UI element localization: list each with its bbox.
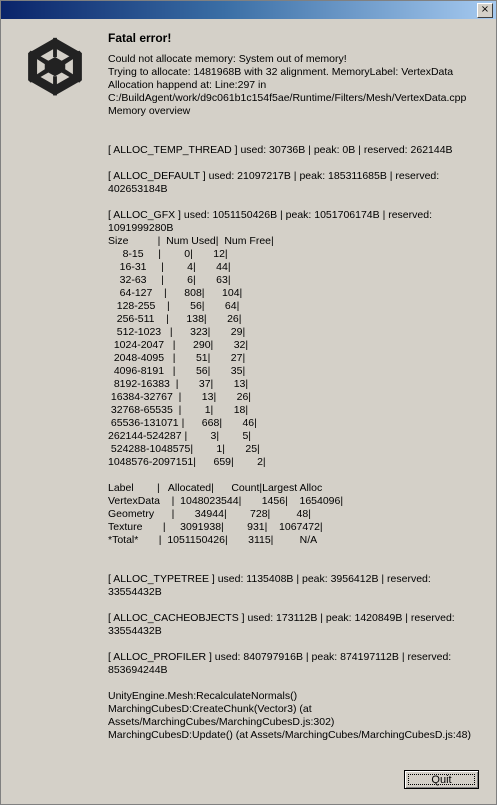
- close-button[interactable]: [477, 3, 493, 18]
- error-message: Could not allocate memory: System out of memory! Trying to allocate: 1481968B with 32 alignment. MemoryLabel: VertexData Allocation happend at: Line:297 in C:/BuildAgent/work/d9c061b1c154f5ae/Runtime/Filters/Mesh/VertexData.cpp Memory overview [ ALLOC_TEMP_THREAD ] used: 30736B | peak: 0B | reserved: 262144B [ ALLOC_DEFAULT ] used: 21097217B | peak: 185311685B | reserved: 402653184B [ ALLOC_GFX ] used: 1051150426B | peak: 1051706174B | reserved: 1091999280B Size | Num Used| Num Free| 8-15 | 0| 12| 16-31 | 4| 44| 32-63 | 6| 63| 64-127 | 808| 104| 128-255 | 56| 64| 256-511 | 138| 26| 512-1023 | 323| 29| 1024-2047 | 290| 32| 2048-4095 | 51| 27| 4096-8191 | 56| 35| 8192-16383 | 37| 13| 16384-32767 | 13| 26| 32768-65535 | 1| 18| 65536-131071 | 668| 46| 262144-524287 | 3| 5| 524288-1048575| 1| 25| 1048576-2097151| 659| 2| Label | Allocated| Count|Largest Alloc VertexData | 1048023544| 1456| 1654096| Geometry | 34944| 728| 48| Texture | 3091938| 931| 1067472| *Total* | 1051150426| 3115| N/A [ ALLOC_TYPETREE ] used: 1135408B | peak: 3956412B | reserved: 33554432B [ ALLOC_CACHEOBJECTS ] used: 173112B | peak: 1420849B | reserved: 33554432B [ ALLOC_PROFILER ] used: 840797916B | peak: 874197112B | reserved: 853694244B UnityEngine.Mesh:RecalculateNormals() MarchingCubesD:CreateChunk(Vector3) (at Assets/MarchingCubes/MarchingCubesD.js:302) MarchingCubesD:Update() (at Assets/MarchingCubes/MarchingCubesD.js:48): [108, 53, 471, 741]
- unity-logo-icon: [23, 34, 87, 98]
- close-icon: ×: [480, 4, 490, 15]
- quit-button[interactable]: [404, 770, 479, 789]
- quit-button-label: Quit: [408, 774, 475, 785]
- title-bar[interactable]: [1, 1, 496, 19]
- error-title: Fatal error!: [108, 31, 172, 45]
